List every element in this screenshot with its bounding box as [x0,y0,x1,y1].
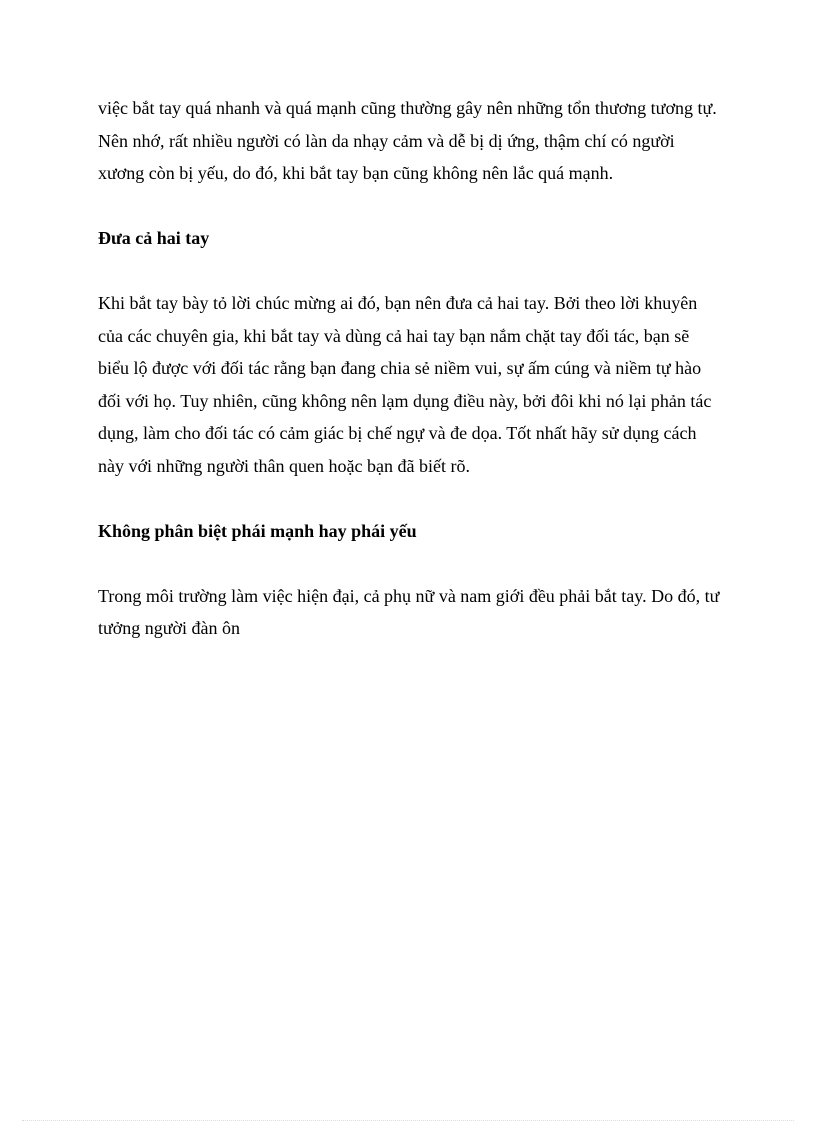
heading-gender-equality: Không phân biệt phái mạnh hay phái yếu [98,520,417,541]
heading-both-hands: Đưa cả hai tay [98,228,210,248]
paragraph-handshake-strength: việc bắt tay quá nhanh và quá mạnh cũng thường gây nên những tổn thương tương tự. Nên nhớ, rất nhiều người có làn da nhạy cảm và dễ bị dị ứng, thậm chí có người xương còn bị yếu, do đó, khi bắt tay bạn cũng không nên lắc quá mạnh. [98,98,717,183]
document-body [98,92,723,677]
page-bottom-divider [22,1120,794,1121]
paragraph-gender-equality: Trong môi trường làm việc hiện đại, cả phụ nữ và nam giới đều phải bắt tay. Do đó, tư tưởng người đàn ôn [98,585,720,638]
paragraph-both-hands: Khi bắt tay bày tỏ lời chúc mừng ai đó, bạn nên đưa cả hai tay. Bởi theo lời khuyên của các chuyên gia, khi bắt tay và dùng cả hai tay bạn nắm chặt tay đối tác, bạn sẽ biểu lộ được với đối tác rằng bạn đang chia sẻ niềm vui, sự ấm cúng và niềm tự hào đối với họ. Tuy nhiên, cũng không nên lạm dụng điều này, bởi đôi khi nó lại phản tác dụng, làm cho đối tác có cảm giác bị chế ngự và đe dọa. Tốt nhất hãy sử dụng cách này với những người thân quen hoặc bạn đã biết rõ. [98,293,712,476]
